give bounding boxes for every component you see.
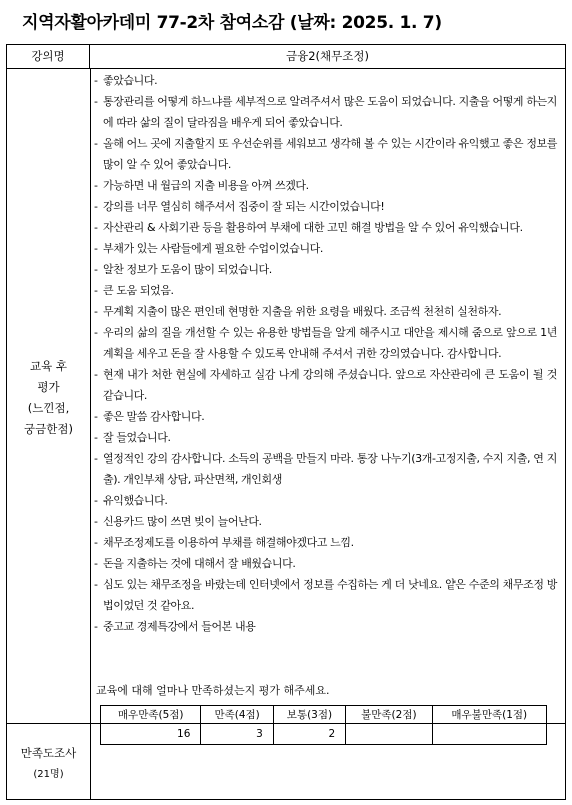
list-item: - 유익했습니다. (91, 490, 565, 511)
survey-col-very-dissatisfied: 매우불만족(1점) (432, 706, 546, 724)
list-item: - 알찬 정보가 도움이 많이 되었습니다. (91, 259, 565, 280)
survey-column-divider (90, 723, 91, 799)
list-item: - 좋은 말씀 감사합니다. (91, 406, 565, 427)
survey-value-dissatisfied (346, 724, 432, 745)
survey-question: 교육에 대해 얼마나 만족하셨는지 평가 해주세요. (96, 684, 330, 697)
list-item: - 부채가 있는 사람들에게 필요한 수업이었습니다. (91, 238, 565, 259)
list-item: - 현재 내가 처한 현실에 자세하고 실감 나게 강의해 주셨습니다. 앞으로 자산관리에 큰 도움이 될 것 같습니다. (91, 364, 565, 406)
survey-label-title: 만족도조사 (20, 746, 77, 760)
evaluation-label (7, 356, 90, 440)
survey-value-very-satisfied: 16 (101, 724, 201, 745)
list-item: - 통장관리를 어떻게 하느냐를 세부적으로 알려주셔서 많은 도움이 되었습니다. 지출을 어떻게 하는지에 따라 삶의 질이 달라짐을 배우게 되어 좋았습니다. (91, 91, 565, 133)
list-item: - 우리의 삶의 질을 개선할 수 있는 유용한 방법들을 알게 해주시고 대안을 제시해 줌으로 앞으로 1년 계획을 세우고 돈을 잘 사용할 수 있도록 안내해 주셔서 귀한 강의였습니다. 감사합니다. (91, 322, 565, 364)
survey-col-dissatisfied: 불만족(2점) (346, 706, 432, 724)
survey-table (100, 705, 547, 745)
list-item: - 돈을 지출하는 것에 대해서 잘 배웠습니다. (91, 553, 565, 574)
survey-value-very-dissatisfied (432, 724, 546, 745)
list-item: - 강의를 너무 열심히 해주셔서 집중이 잘 되는 시간이었습니다! (91, 196, 565, 217)
evaluation-label-line4: 궁금한점) (24, 422, 73, 436)
survey-col-satisfied: 만족(4점) (201, 706, 273, 724)
table-row (101, 706, 547, 724)
list-item: - 자산관리 & 사회기관 등을 활용하여 부채에 대한 고민 해결 방법을 알 수 있어 유익했습니다. (91, 217, 565, 238)
list-item: - 열정적인 강의 감사합니다. 소득의 공백을 만들지 마라. 통장 나누기(3개-고정지출, 수지 지출, 연 지출). 개인부채 상담, 파산면책, 개인회생 (91, 448, 565, 490)
survey-label (7, 742, 90, 786)
evaluation-label-line1: 교육 후 (30, 359, 67, 373)
list-item: - 큰 도움 되었음. (91, 280, 565, 301)
list-item: - 채무조정제도를 이용하여 부채를 해결해야겠다고 느낌. (91, 532, 565, 553)
evaluation-label-line3: (느낀점, (27, 401, 70, 415)
survey-value-satisfied: 3 (201, 724, 273, 745)
list-item: - 신용카드 많이 쓰면 빚이 늘어난다. (91, 511, 565, 532)
page-title: 지역자활아카데미 77-2차 참여소감 (날짜: 2025. 1. 7) (22, 13, 442, 33)
survey-col-neutral: 보통(3점) (273, 706, 345, 724)
list-item: - 올해 어느 곳에 지출할지 또 우선순위를 세워보고 생각해 볼 수 있는 시간이라 유익했고 좋은 정보를 많이 알 수 있어 좋았습니다. (91, 133, 565, 175)
lecture-name-label: 강의명 (7, 45, 90, 68)
list-item: - 좋았습니다. (91, 70, 565, 91)
table-row (101, 724, 547, 745)
list-item: - 잘 들었습니다. (91, 427, 565, 448)
survey-col-very-satisfied: 매우만족(5점) (101, 706, 201, 724)
lecture-name-value: 금융2(채무조정) (286, 49, 369, 63)
evaluation-label-line2: 평가 (37, 380, 60, 394)
comment-list (91, 70, 565, 637)
list-item: - 중고교 경제특강에서 들어본 내용 (91, 616, 565, 637)
survey-value-neutral: 2 (273, 724, 345, 745)
list-item: - 무계획 지출이 많은 편인데 현명한 지출을 위한 요령을 배웠다. 조금씩 천천히 실천하자. (91, 301, 565, 322)
list-item: - 가능하면 내 월급의 지출 비용을 아껴 쓰겠다. (91, 175, 565, 196)
list-item: - 심도 있는 채무조정을 바랐는데 인터넷에서 정보를 수집하는 게 더 낫네요. 얕은 수준의 채무조정 방법이었던 것 같아요. (91, 574, 565, 616)
survey-respondent-count: (21명) (33, 769, 64, 780)
